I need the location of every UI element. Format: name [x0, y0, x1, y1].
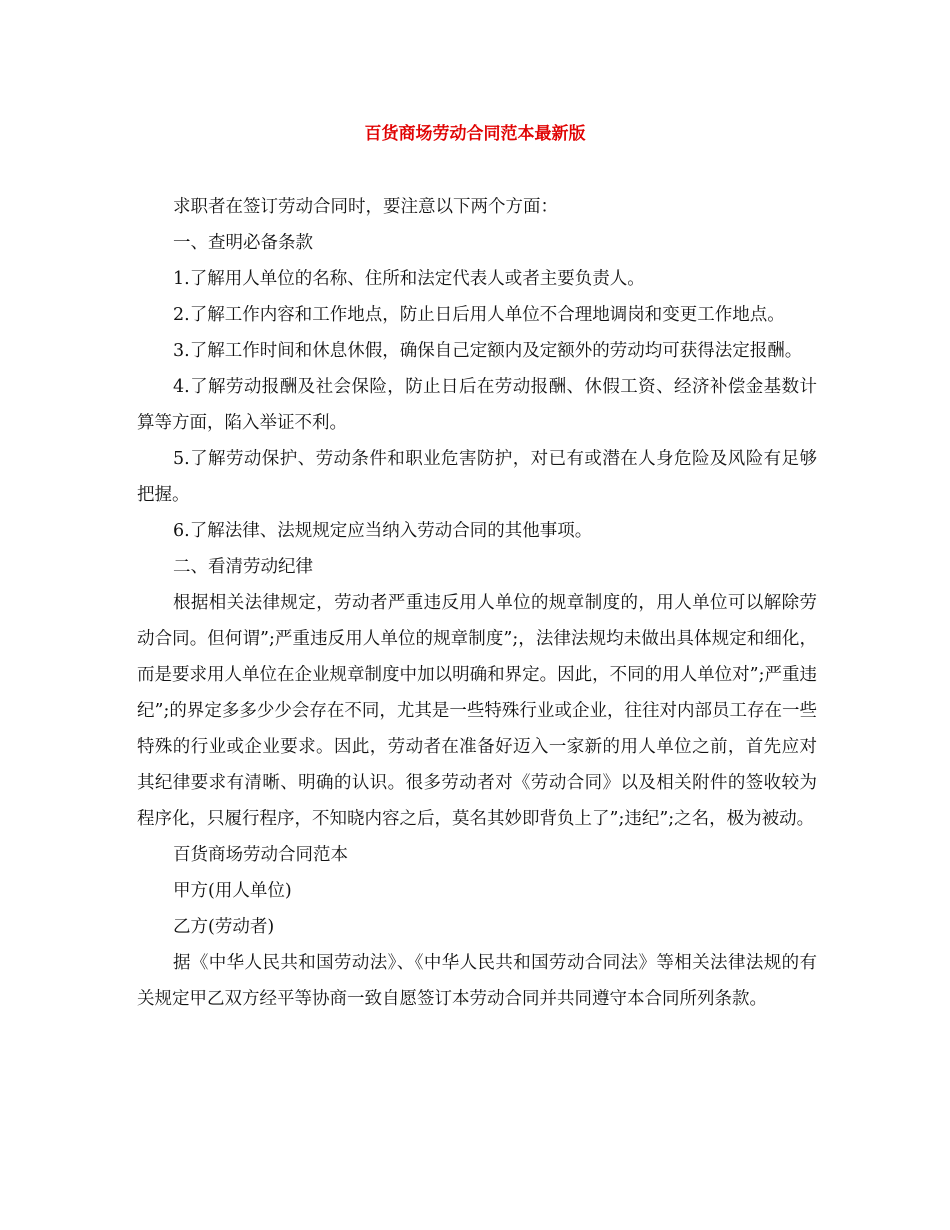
paragraph-discipline: 根据相关法律规定，劳动者严重违反用人单位的规章制度的，用人单位可以解除劳动合同。但何谓”;严重违反用人单位的规章制度”;，法律法规均未做出具体规定和细化，而是要求用人单位在企业规章制度中加以明确和界定。因此，不同的用人单位对”;严重违纪”;的界定多多少少会存在不同，尤其是一些特殊行业或企业，往往对内部员工存在一些特殊的行业或企业要求。因此，劳动者在准备好迈入一家新的用人单位之前，首先应对其纪律要求有清晰、明确的认识。很多劳动者对《劳动合同》以及相关附件的签收较为程序化，只履行程序，不知晓内容之后，莫名其妙即背负上了”;违纪”;之名，极为被动。 [137, 593, 817, 829]
paragraph-intro: 求职者在签订劳动合同时，要注意以下两个方面： [173, 197, 558, 217]
section-heading-2: 二、看清劳动纪律 [173, 557, 313, 577]
list-item-1: 1.了解用人单位的名称、住所和法定代表人或者主要负责人。 [173, 269, 645, 289]
list-item-4: 4.了解劳动报酬及社会保险，防止日后在劳动报酬、休假工资、经济补偿金基数计算等方面，陷入举证不利。 [137, 377, 817, 433]
document-title: 百货商场劳动合同范本最新版 [364, 124, 586, 144]
list-item-6: 6.了解法律、法规规定应当纳入劳动合同的其他事项。 [173, 521, 593, 541]
document-body [137, 189, 817, 1017]
party-b-line: 乙方(劳动者) [173, 917, 275, 937]
list-item-2: 2.了解工作内容和工作地点，防止日后用人单位不合理地调岗和变更工作地点。 [173, 305, 785, 325]
contract-template-heading: 百货商场劳动合同范本 [173, 845, 348, 865]
paragraph-legal-basis: 据《中华人民共和国劳动法》、《中华人民共和国劳动合同法》等相关法律法规的有关规定甲乙双方经平等协商一致自愿签订本劳动合同并共同遵守本合同所列条款。 [137, 953, 817, 1009]
list-item-3: 3.了解工作时间和休息休假，确保自己定额内及定额外的劳动均可获得法定报酬。 [173, 341, 803, 361]
section-heading-1: 一、查明必备条款 [173, 233, 313, 253]
list-item-5: 5.了解劳动保护、劳动条件和职业危害防护，对已有或潜在人身危险及风险有足够把握。 [137, 449, 817, 505]
party-a-line: 甲方(用人单位) [173, 881, 292, 901]
